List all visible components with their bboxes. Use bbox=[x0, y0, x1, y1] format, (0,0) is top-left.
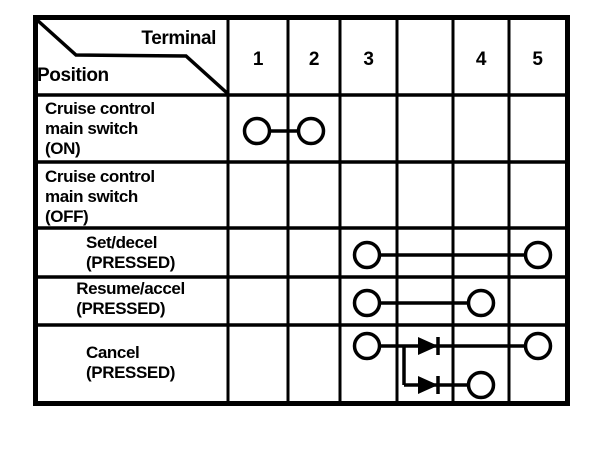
terminal-circle bbox=[469, 291, 494, 316]
terminal-column-header-5: 5 bbox=[532, 49, 543, 70]
terminal-circle bbox=[299, 119, 324, 144]
row-label-set-decel bbox=[33, 233, 228, 273]
row-label-cruise-off bbox=[45, 167, 155, 227]
terminal-column-header-1: 1 bbox=[252, 49, 264, 70]
terminal-column-header-3: 3 bbox=[363, 49, 374, 70]
row-label-block bbox=[86, 343, 175, 383]
diode-icon bbox=[418, 337, 438, 355]
terminal-column-header-2: 2 bbox=[308, 49, 320, 70]
row-label-line: main switch bbox=[45, 119, 138, 138]
row-label-line: (PRESSED) bbox=[86, 253, 175, 272]
terminal-circle bbox=[469, 373, 494, 398]
terminal-circle bbox=[355, 334, 380, 359]
row-label-line: (OFF) bbox=[45, 207, 89, 226]
row-label-line: Resume/accel bbox=[76, 279, 185, 298]
row-label-cruise-on bbox=[45, 99, 155, 159]
terminal-circle bbox=[245, 119, 270, 144]
terminal-circle bbox=[355, 243, 380, 268]
terminal-header-label: Terminal bbox=[141, 28, 216, 49]
terminal-circle bbox=[526, 334, 551, 359]
terminal-circle bbox=[355, 291, 380, 316]
row-label-line: (PRESSED) bbox=[76, 299, 166, 318]
row-label-cancel bbox=[33, 343, 228, 383]
row-label-line: Set/decel bbox=[86, 233, 158, 252]
position-header-label: Position bbox=[37, 65, 109, 86]
terminal-circle bbox=[526, 243, 551, 268]
row-label-resume-accel bbox=[33, 279, 228, 319]
row-label-line: (ON) bbox=[45, 139, 81, 158]
row-label-line: Cruise control bbox=[45, 167, 155, 186]
row-label-block bbox=[76, 279, 185, 319]
row-label-line: Cruise control bbox=[45, 99, 155, 118]
row-label-line: main switch bbox=[45, 187, 138, 206]
row-label-block bbox=[86, 233, 175, 273]
diode-icon bbox=[418, 376, 438, 394]
row-label-line: (PRESSED) bbox=[86, 363, 175, 382]
row-label-line: Cancel bbox=[86, 343, 140, 362]
terminal-column-header-4: 4 bbox=[475, 49, 487, 70]
